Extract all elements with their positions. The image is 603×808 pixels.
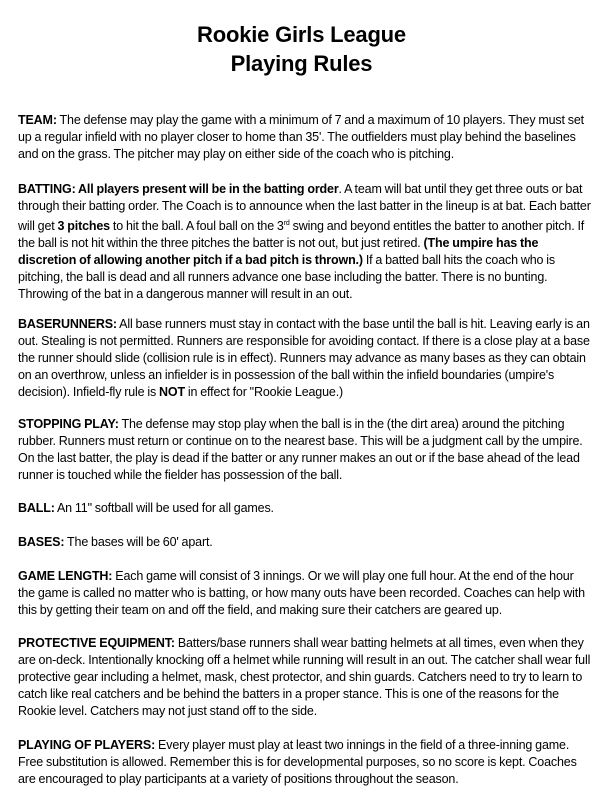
rule-label: BALL: (18, 501, 55, 515)
rule-text: The defense may play the game with a minimum of 7 and a maximum of 10 players. They must set up a regular infield with no player closer to home than 35'. The outfielders must play behind the baselines and on the grass. The pitcher may play on either side of the coach who is pitching. (18, 113, 584, 161)
rule-stopping-play (18, 416, 592, 484)
rule-label: PROTECTIVE EQUIPMENT: (18, 636, 175, 650)
rule-emphasis: NOT (159, 385, 185, 399)
document-title: Rookie Girls League (197, 22, 406, 47)
rule-playing-of-players (18, 737, 592, 788)
rule-batting (18, 181, 592, 303)
rule-bases (18, 534, 592, 551)
rule-label: BATTING: (18, 182, 76, 196)
rule-text: An 11" softball will be used for all games. (54, 501, 274, 515)
rule-text: Each game will consist of 3 innings. Or we will play one full hour. At the end of the hour the game is called no matter who is batting, or how many outs have been recorded. Coaches can help with this by getting their team on and off the field, and making sure their catchers are geared up. (18, 569, 585, 617)
rule-label: TEAM: (18, 113, 57, 127)
rule-emphasis: All players present will be in the batting order (75, 182, 339, 196)
rule-label: GAME LENGTH: (18, 569, 113, 583)
rule-text: The bases will be 60' apart. (64, 535, 213, 549)
ordinal-suffix: rd (283, 220, 290, 227)
rule-text: to hit the ball. A foul ball on the 3 (109, 219, 284, 234)
rule-text: If a batted ball hits the coach who is pitching, the ball is dead and all runners advance one base including the batter. There is no bunting. Throwing of the bat in a dangerous manner will result in an out. (18, 253, 555, 302)
rule-text: All base runners must stay in contact with the base until the ball is hit. Leaving early is an out. Stealing is not permitted. Runners are responsible for avoiding contact. If there is a close play at a base the runner should slide (collision rule is in effect). Runners may advance as many bases as they can obtain on an overthrow, unless an infielder is in possession of the ball within the infield boundaries (umpire's decision). Infield-fly rule is (18, 317, 590, 399)
rule-baserunners (18, 316, 592, 401)
rule-text: swing and beyond entitles the batter to another pitch. If the ball is not hit within the three pitches the batter is not out, but just retired. (18, 219, 585, 251)
rule-emphasis: (The umpire has the discretion of allowing another pitch if a bad pitch is thrown.) (18, 236, 539, 268)
rule-ball (18, 500, 592, 517)
rule-text: The defense may stop play when the ball is in the (the dirt area) around the pitching rubber. Runners must return or continue on to the nearest base. This will be a judgment call by the umpire. On the last batter, the play is dead if the batter or any runner makes an out or if the base ahead of the lead runner is touched while the fielder has possession of the ball. (18, 417, 583, 482)
rule-game-length (18, 568, 592, 619)
rule-text: . A team will bat until they get three outs or bat through their batting order. The Coach is to announce when the last batter in the lineup is at bat. Each batter will get (18, 182, 591, 234)
rule-text: Batters/base runners shall wear batting helmets at all times, even when they are on-deck. Intentionally knocking off a helmet while running will result in an out. The catcher shall wear full protective gear including a helmet, mask, chest protector, and shin guards. Catchers need to try to learn to catch like real catchers and be behind the batters in a proper stance. This is one of the reasons for the Rookie level. Catchers may not just stand off to the side. (18, 636, 591, 718)
rule-label: STOPPING PLAY: (18, 417, 119, 431)
document-subtitle: Playing Rules (230, 51, 373, 76)
rule-text: Every player must play at least two innings in the field of a three-inning game. Free substitution is allowed. Remember this is for developmental purposes, so no score is kept. Coaches are encouraged to play participants at a variety of positions throughout the season. (18, 738, 577, 786)
rule-label: BASERUNNERS: (18, 317, 117, 331)
rule-team (18, 112, 592, 163)
rule-protective-equipment (18, 635, 592, 720)
rule-label: PLAYING OF PLAYERS: (18, 738, 156, 752)
rule-emphasis: 3 pitches (57, 219, 110, 234)
rule-text: in effect for "Rookie League.) (184, 385, 344, 399)
rule-label: BASES: (18, 535, 65, 549)
